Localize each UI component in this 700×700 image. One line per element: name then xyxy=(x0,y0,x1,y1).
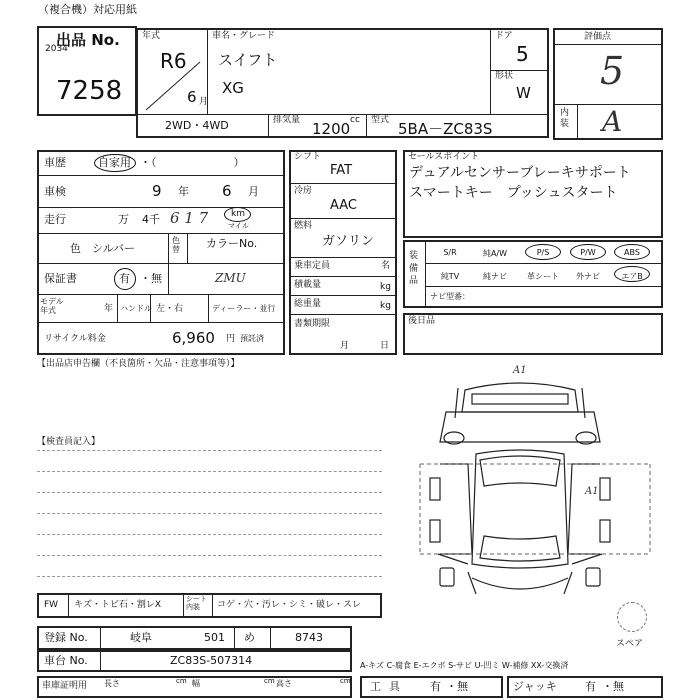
ac-label: 冷房 xyxy=(294,186,313,196)
registration-area: 岐阜 xyxy=(130,631,152,644)
equip-ext-nav: 外ナビ xyxy=(576,272,600,281)
load-unit: kg xyxy=(380,282,391,292)
doors-label: ドア xyxy=(495,31,513,41)
fw-text: キズ・トビ石・割レX xyxy=(74,600,161,610)
inspection-label: 車検 xyxy=(44,185,66,198)
handle-label: ハンドル xyxy=(120,304,152,313)
spare-tire-icon xyxy=(617,602,647,632)
spare-label: スペア xyxy=(616,639,644,649)
inspection-year: 9 xyxy=(152,182,162,200)
inspection-month-unit: 月 xyxy=(248,185,259,198)
shape-label: 形状 xyxy=(495,71,514,81)
shift-label: シフト xyxy=(294,152,322,162)
seller-notes-label: 【出品店申告欄（不良箇所・欠品・注意事項等）】 xyxy=(37,359,240,369)
doors-value: 5 xyxy=(516,42,529,66)
post-date-box xyxy=(403,313,663,355)
load-label: 積載量 xyxy=(294,280,322,290)
equip-airbag: エアB xyxy=(621,272,643,281)
capacity-unit: 名 xyxy=(381,261,391,271)
tools-yes: 有 xyxy=(430,680,441,693)
tools-label: 工具 xyxy=(370,680,408,693)
post-date-label: 後日品 xyxy=(408,316,436,326)
handle-options: 左・右 xyxy=(156,304,184,314)
equip-ps: P/S xyxy=(536,248,550,257)
score-value: 5 xyxy=(600,49,625,93)
docs-day: 日 xyxy=(380,341,390,351)
jack-no: ・無 xyxy=(602,680,624,693)
color-label: 色 xyxy=(70,242,81,255)
fw-label: FW xyxy=(44,600,59,610)
seat-label: シート内装 xyxy=(186,595,207,611)
year-value: R6 xyxy=(160,49,187,73)
mileage-km: km xyxy=(231,209,245,219)
sales-point-line1: デュアルセンサーブレーキサポート xyxy=(409,165,631,181)
equip-tv: 純TV xyxy=(440,272,460,281)
damage-mark-side: A1 xyxy=(585,486,599,497)
equip-pw: P/W xyxy=(580,248,596,257)
model-year-unit: 年 xyxy=(104,304,114,314)
lot-number: 7258 xyxy=(56,76,123,106)
registration-number: 8743 xyxy=(295,631,323,644)
drive-type: 2WD・4WD xyxy=(165,119,229,132)
chassis-label: 車台 No. xyxy=(44,654,88,667)
shape-value: W xyxy=(516,84,531,102)
model-label: 型式 xyxy=(371,115,390,125)
color-change-label: 色替 xyxy=(172,236,180,254)
month-value: 6 xyxy=(187,88,197,106)
fuel-value: ガソリン xyxy=(322,234,375,249)
mileage-mile: マイル xyxy=(228,222,249,230)
equip-leather: 革シート xyxy=(527,272,559,281)
score-label: 評価点 xyxy=(584,32,612,42)
cert-length: 長さ xyxy=(104,679,120,688)
color-code: ZMU xyxy=(215,271,246,285)
warranty-label: 保証書 xyxy=(44,272,77,285)
history-rest: ・（ ） xyxy=(140,156,245,169)
equip-sr: S/R xyxy=(443,248,457,257)
registration-label: 登録 No. xyxy=(44,631,88,644)
interior-label: 内装 xyxy=(560,108,570,129)
sales-point-line2: スマートキー プッシュスタート xyxy=(409,185,618,201)
weight-unit: kg xyxy=(380,301,391,311)
recycle-amount: 6,960 xyxy=(172,329,215,347)
jack-label: ジャッキ xyxy=(513,680,557,693)
lot-stamp: 2034 xyxy=(45,44,68,54)
ac-value: AAC xyxy=(330,198,357,213)
history-label: 車歴 xyxy=(44,156,66,169)
color-code-label: カラーNo. xyxy=(206,237,258,250)
header-form-type: （複合機）対応用紙 xyxy=(38,3,137,16)
color-value: シルバー xyxy=(92,242,135,255)
equipment-label: 装備品 xyxy=(409,251,419,287)
shift-value: FAT xyxy=(330,163,353,178)
chassis-value: ZC83S-507314 xyxy=(170,654,253,667)
displacement-value: 1200 xyxy=(312,120,351,138)
recycle-label: リサイクル料金 xyxy=(44,334,106,344)
name-label: 車名・グレード xyxy=(212,31,276,41)
history-option: 自家用 xyxy=(98,156,131,169)
car-grade: XG xyxy=(222,79,244,97)
nav-type-label: ナビ型番： xyxy=(430,292,470,301)
sales-point-label: セールスポイント xyxy=(408,152,480,162)
month-unit: 月 xyxy=(199,97,209,107)
mileage-man: 万 xyxy=(118,213,129,226)
cert-length-cm: cm xyxy=(176,677,187,685)
interior-value: A xyxy=(602,105,623,138)
displacement-label: 排気量 xyxy=(273,115,301,125)
registration-kana: め xyxy=(244,631,255,644)
mileage-label: 走行 xyxy=(44,213,66,226)
tools-no: ・無 xyxy=(446,680,468,693)
docs-month: 月 xyxy=(340,341,350,351)
cert-height-cm: cm xyxy=(340,677,351,685)
model-year-label: モデル年式 xyxy=(40,297,64,315)
mileage-hand: 6 1 7 xyxy=(170,209,209,227)
docs-label: 書類期限 xyxy=(294,319,331,329)
recycle-note: 預託済 xyxy=(240,334,264,343)
cert-width-cm: cm xyxy=(264,677,275,685)
year-label: 年式 xyxy=(142,31,161,41)
car-name: スイフト xyxy=(218,51,278,69)
fuel-label: 燃料 xyxy=(294,221,313,231)
equip-alloy: 純A/W xyxy=(482,249,508,258)
capacity-label: 乗車定員 xyxy=(294,261,331,271)
damage-mark-top: A1 xyxy=(513,365,527,376)
seat-text: コゲ・穴・汚レ・シミ・破レ・スレ xyxy=(217,600,362,610)
lot-label: 出品 No. xyxy=(56,31,120,49)
damage-legend: A-キズ C-腐食 E-エクボ S-サビ U-凹ミ W-補修 XX-交換済 xyxy=(360,661,569,670)
dealer-options: ディーラー・並行 xyxy=(212,304,276,313)
cert-width: 幅 xyxy=(192,679,200,688)
equip-nav: 純ナビ xyxy=(483,272,507,281)
registration-class: 501 xyxy=(204,631,225,644)
recycle-unit: 円 xyxy=(226,334,236,344)
jack-yes: 有 xyxy=(585,680,596,693)
mileage-digits: 4千 xyxy=(142,213,160,226)
cert-label: 車庫証明用 xyxy=(42,681,88,691)
inspection-month: 6 xyxy=(222,182,232,200)
warranty-yes: 有 xyxy=(119,272,130,285)
car-damage-diagram xyxy=(410,365,660,608)
equip-abs: ABS xyxy=(624,248,640,257)
cert-height: 高さ xyxy=(276,679,292,688)
weight-label: 総重量 xyxy=(294,299,322,309)
displacement-unit: cc xyxy=(350,115,360,125)
model-value: 5BA－ZC83S xyxy=(398,120,493,138)
inspector-notes-label: 【検査員記入】 xyxy=(37,437,101,447)
inspection-year-unit: 年 xyxy=(178,185,189,198)
warranty-no: ・無 xyxy=(140,272,162,285)
